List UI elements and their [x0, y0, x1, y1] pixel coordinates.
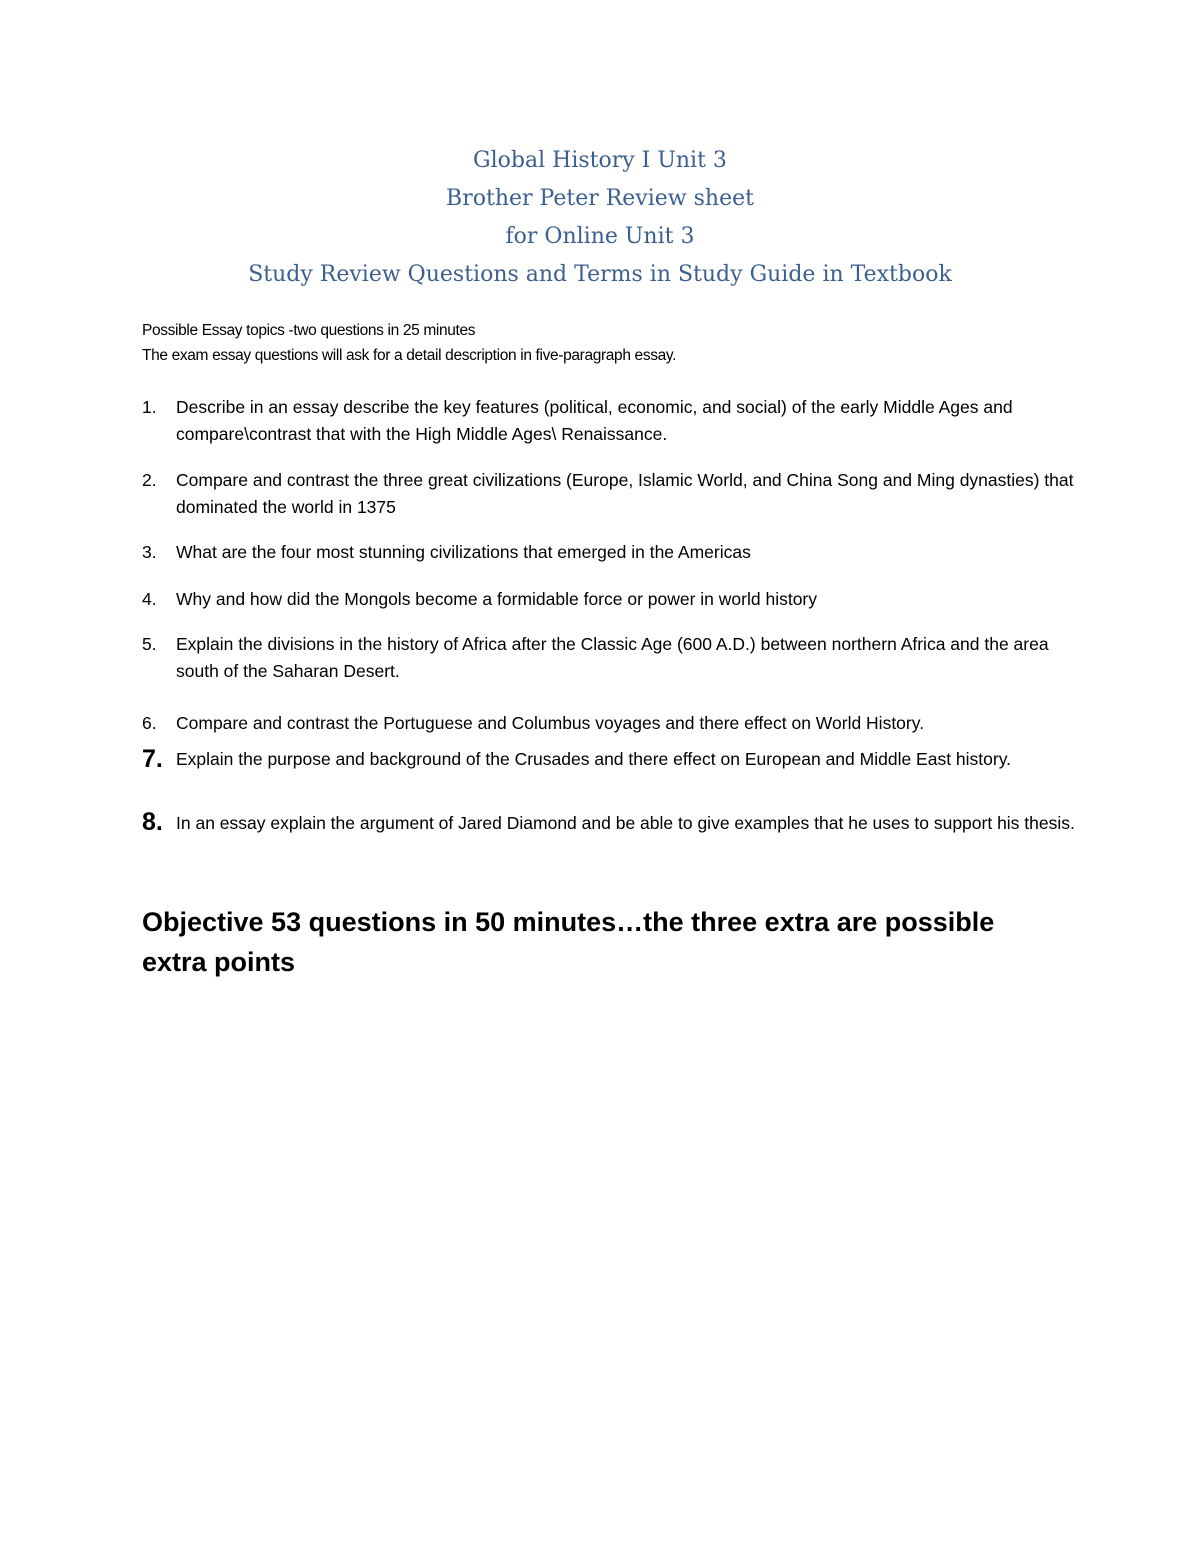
question-text: Explain the purpose and background of the Crusades and there effect on European and Middle East history. — [176, 749, 1012, 769]
essay-topics-line: Possible Essay topics -two questions in 25 minutes — [142, 322, 476, 339]
question-number: 5. — [142, 634, 157, 654]
essay-instructions-line: The exam essay questions will ask for a detail description in five-paragraph essay. — [142, 347, 677, 364]
question-text: Compare and contrast the Portuguese and Columbus voyages and there effect on World History. — [176, 713, 925, 733]
question-number: 3. — [142, 542, 157, 562]
header-subtitle: Brother Peter Review sheet — [446, 186, 754, 211]
question-number: 8. — [142, 808, 163, 836]
essay-intro — [142, 318, 1082, 368]
header-study-note: Study Review Questions and Terms in Study Guide in Textbook — [248, 262, 952, 287]
question-text: Compare and contrast the three great civilizations (Europe, Islamic World, and China Song and Ming dynasties) that dominated the world in 1375 — [176, 470, 1074, 517]
question-number: 1. — [142, 397, 157, 417]
question-text: Why and how did the Mongols become a formidable force or power in world history — [176, 589, 818, 609]
objective-heading: Objective 53 questions in 50 minutes…the three extra are possible extra points — [142, 907, 995, 977]
question-text: In an essay explain the argument of Jared Diamond and be able to give examples that he uses to support his thesis. — [176, 813, 1075, 833]
question-text: Describe in an essay describe the key features (political, economic, and social) of the early Middle Ages and compare\contrast that with the High Middle Ages\ Renaissance. — [176, 397, 1013, 444]
question-number: 4. — [142, 589, 157, 609]
header-unit: for Online Unit 3 — [505, 224, 695, 249]
question-text: What are the four most stunning civilizations that emerged in the Americas — [176, 542, 751, 562]
question-number: 2. — [142, 470, 157, 490]
question-text: Explain the divisions in the history of Africa after the Classic Age (600 A.D.) between northern Africa and the area south of the Saharan Desert. — [176, 634, 1049, 681]
document-header — [0, 142, 1200, 294]
question-number: 7. — [142, 745, 163, 773]
question-number: 6. — [142, 713, 157, 733]
header-title: Global History I Unit 3 — [473, 148, 727, 173]
